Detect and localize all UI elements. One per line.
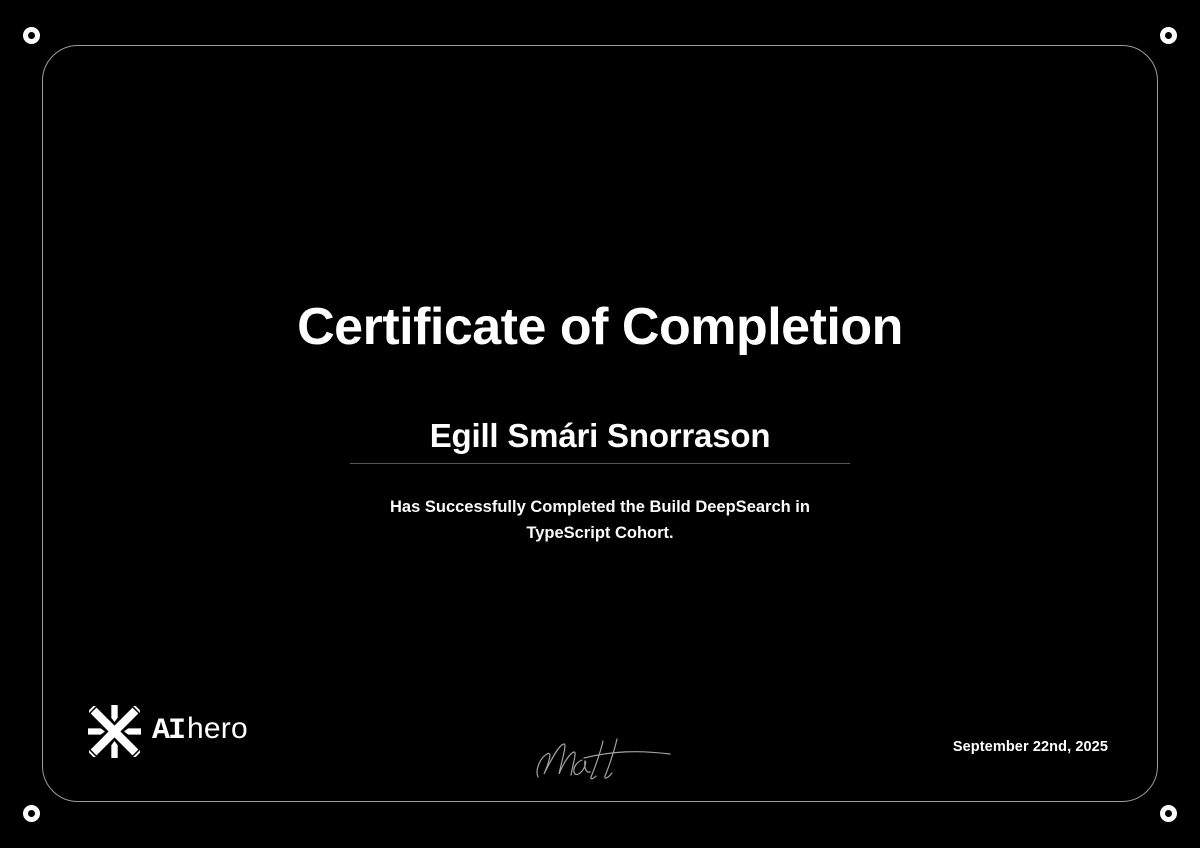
starburst-x-icon	[88, 705, 141, 758]
corner-ring-bottom-right-icon	[1160, 805, 1177, 822]
aihero-logo-ai: AI	[152, 714, 185, 748]
recipient-name: Egill Smári Snorrason	[429, 417, 771, 454]
completion-statement	[0, 495, 1200, 546]
aihero-logo-hero: hero	[187, 712, 248, 745]
completion-statement-line2: TypeScript Cohort.	[526, 523, 674, 542]
corner-ring-top-left-icon	[23, 27, 40, 44]
aihero-logo-text	[152, 702, 248, 760]
corner-ring-top-right-icon	[1160, 27, 1177, 44]
recipient-name-underline	[350, 463, 850, 464]
completion-statement-line1: Has Successfully Completed the Build DeepSearch in	[390, 498, 810, 516]
certificate-title: Certificate of Completion	[297, 298, 903, 356]
signature-matt	[528, 730, 680, 788]
aihero-logo	[88, 702, 248, 760]
corner-ring-bottom-left-icon	[23, 805, 40, 822]
certificate-date: September 22nd, 2025	[952, 739, 1108, 755]
